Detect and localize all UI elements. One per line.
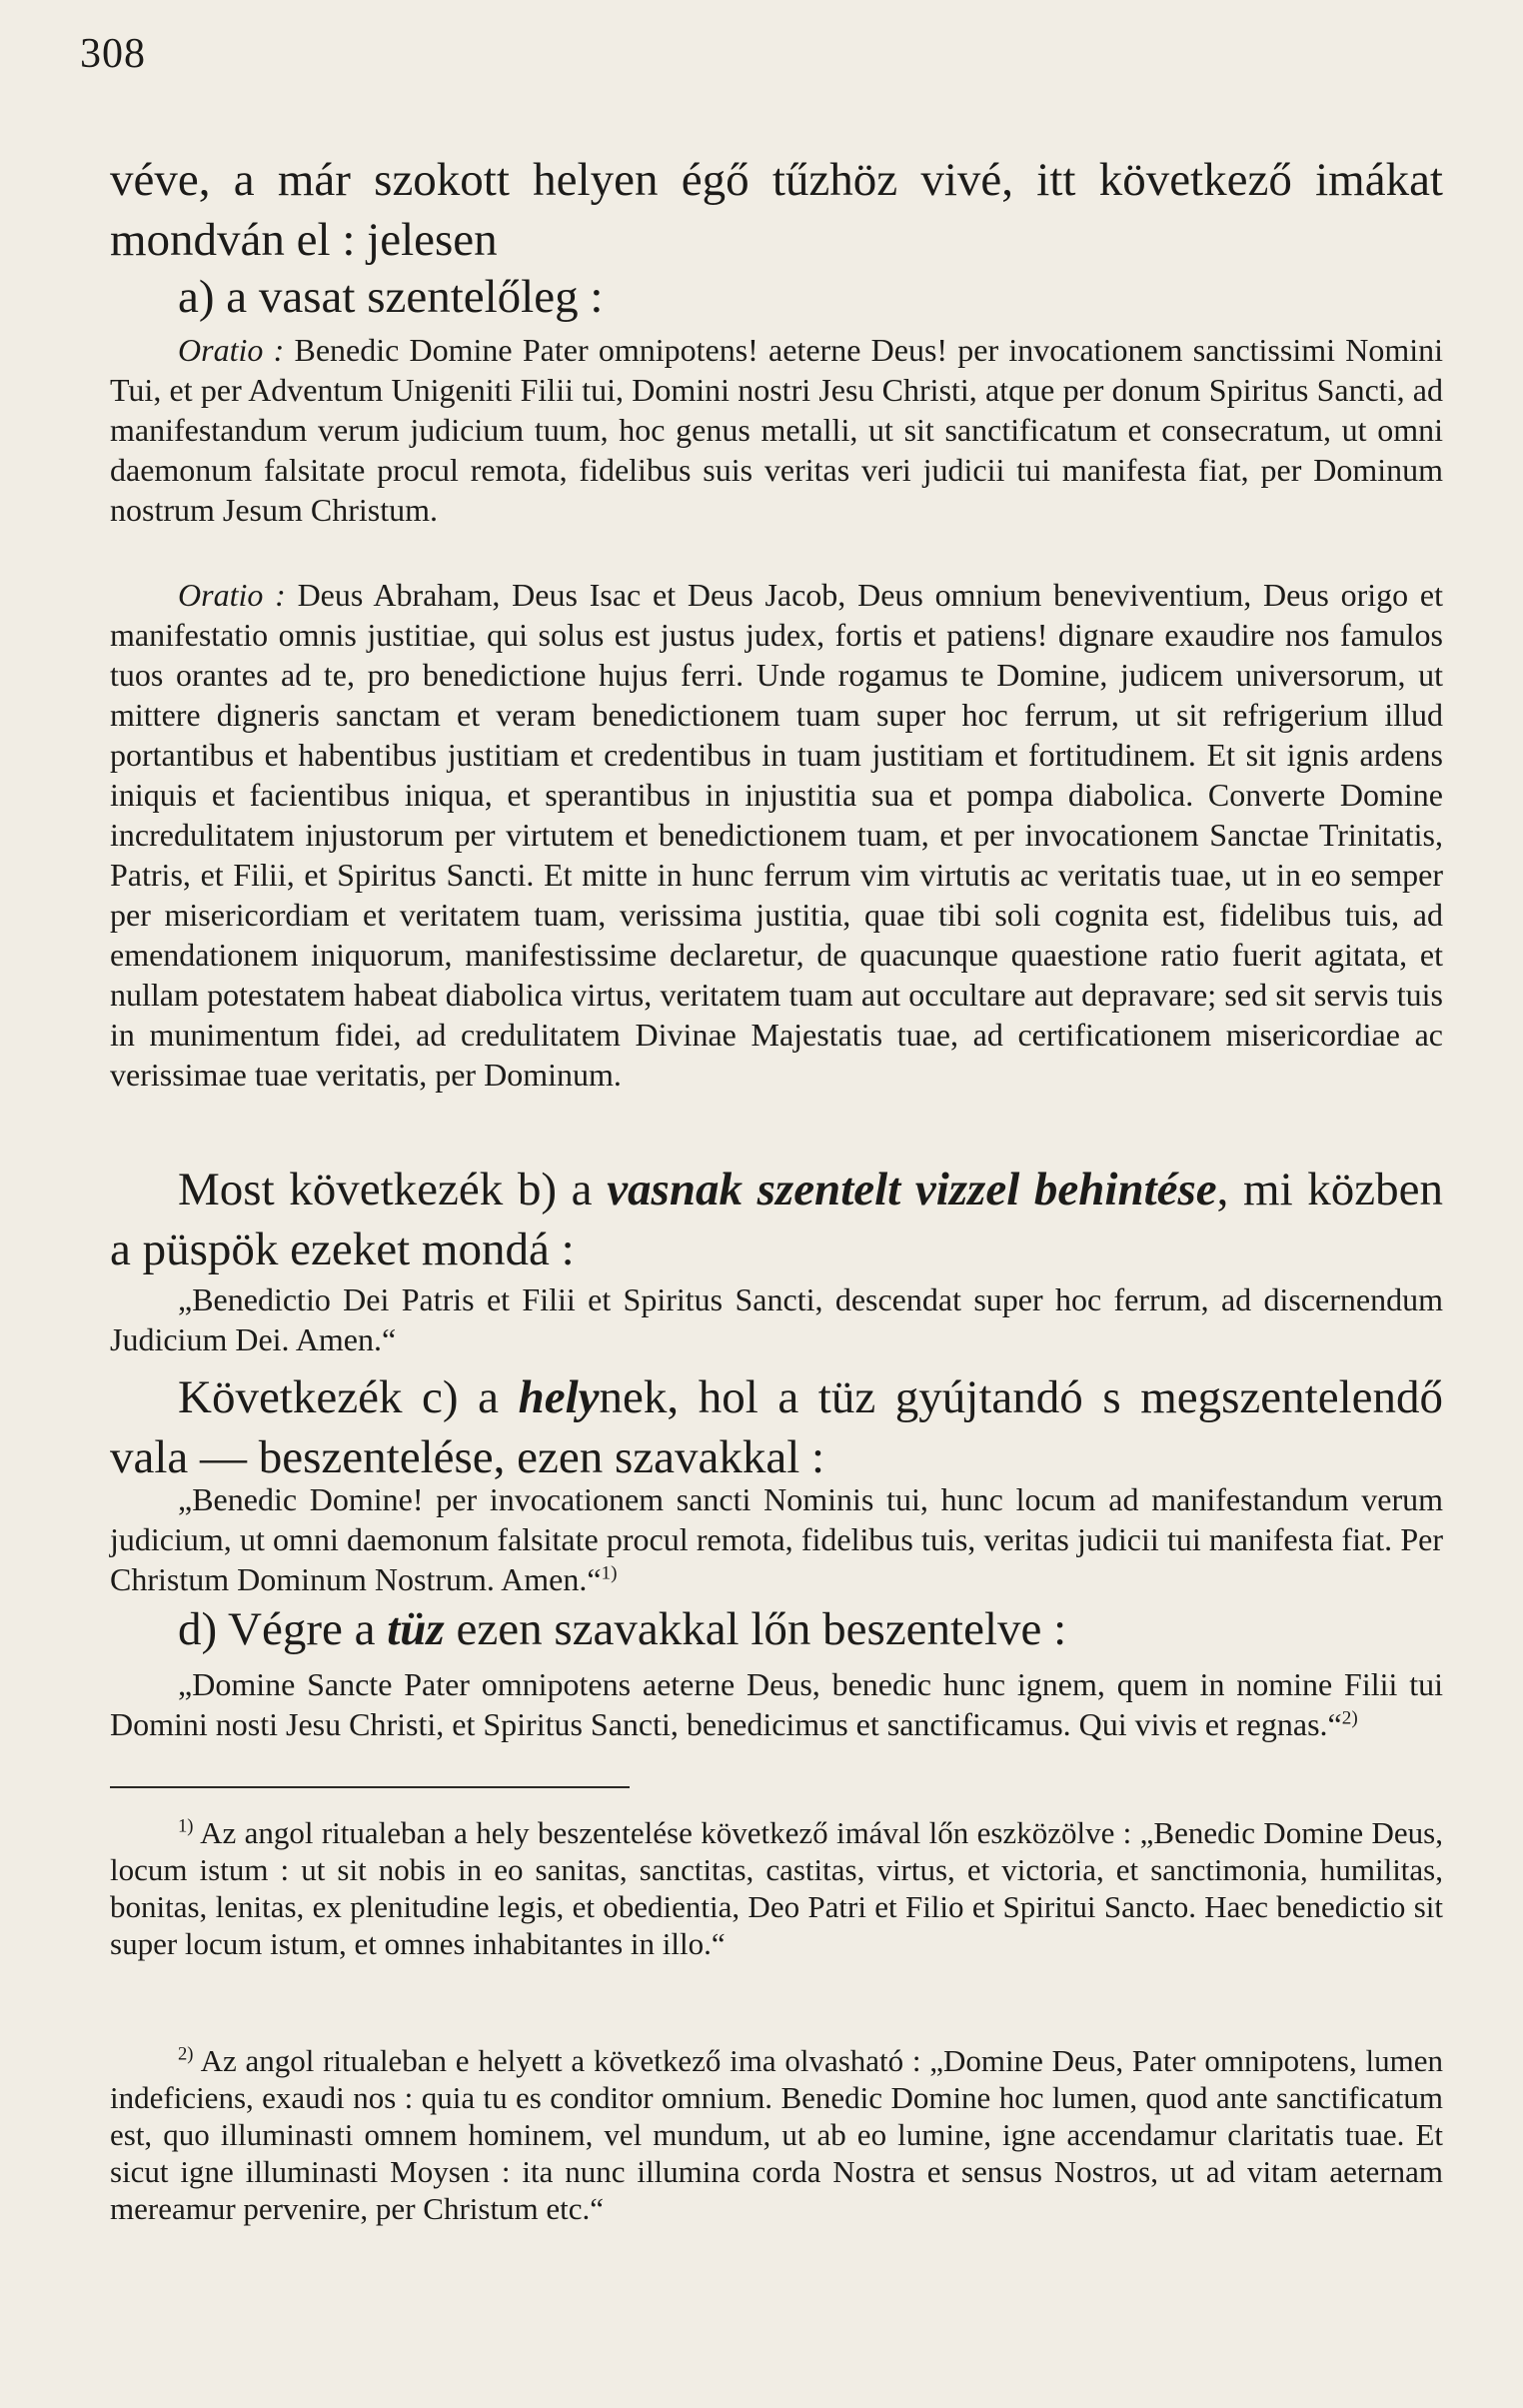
section-b-before: Most következék b) a <box>178 1164 593 1215</box>
blessing-d <box>110 1664 1443 1744</box>
blessing-b <box>110 1279 1443 1359</box>
footnote-2 <box>110 2042 1443 2227</box>
oratio-2-lead: Oratio : <box>178 577 286 613</box>
footnote-2-mark: 2) <box>178 2043 194 2065</box>
section-b <box>110 1160 1443 1279</box>
footnote-ref-1: 1) <box>601 1562 618 1584</box>
blessing-d-text: „Domine Sancte Pater omnipotens aeterne Deus, benedic hunc ignem, quem in nomine Filii tui Domini nosti Jesu Christi, et Spiritus Sancti, benedicimus et sanctificamus. Qui vivis et regnas.“ <box>110 1666 1443 1742</box>
oratio-1-text: Benedic Domine Pater omnipotens! aeterne Deus! per invocationem sanctissimi Nomini Tui, et per Adventum Unigeniti Filii tui, Domini nostri Jesu Christi, atque per donum Spiritus Sancti, ad manifestandum verum judicium tuum, hoc genus metalli, ut sit sanctificatum et consecratum, ut omni daemonum falsitate procul remota, fidelibus suis veritas veri judicii tui manifesta fiat, per Dominum nostrum Jesum Christum. <box>110 332 1444 528</box>
section-d-before: d) Végre a <box>178 1603 376 1655</box>
section-a <box>110 267 1443 327</box>
section-d-after: ezen szavakkal lőn beszentelve : <box>456 1603 1067 1655</box>
oratio-2-paragraph <box>110 575 1443 1095</box>
footnote-1-mark: 1) <box>178 1815 194 1837</box>
section-c-before: Következék c) a <box>178 1371 499 1423</box>
section-c-after: nek, hol a tüz gyújtandó s megszentelendő vala — beszentelése, ezen szavakkal : <box>110 1371 1443 1483</box>
section-b-heading <box>110 1160 1443 1279</box>
blessing-c-paragraph <box>110 1479 1443 1599</box>
section-b-emphasis: vasnak szentelt vizzel behintése <box>607 1164 1217 1215</box>
intro-paragraph <box>110 150 1443 270</box>
section-c-heading <box>110 1367 1443 1487</box>
footnote-2-text: Az angol ritualeban e helyett a következő ima olvasható : „Domine Deus, Pater omnipotens, lumen indeficiens, exaudi nos : quia tu es conditor omnium. Benedic Domine hoc lumen, quod ante sanctificatum est, quo illuminasti omnem hominem, vel mundum, ut ab eo lumine, igne accendamur claritatis tuae. Et sicut igne illuminasti Moysen : ita nunc illumina corda Nostra et sensus Nostros, ut ad vitam aeternam mereamur pervenire, per Christum etc.“ <box>110 2043 1443 2226</box>
oratio-2-text: Deus Abraham, Deus Isac et Deus Jacob, Deus omnium beneviventium, Deus origo et manifestatio omnis justitiae, qui solus est justus judex, fortis et patiens! dignare exaudire nos famulos tuos orantes ad te, pro benedictione hujus ferri. Unde rogamus te Domine, judicem universorum, ut mittere digneris sanctam et veram benedictionem tuam super hoc ferrum, ut sit refrigerium illud portantibus et habentibus justitiam et credentibus in tuam justitiam et fortitudinem. Et sit ignis ardens iniquis et facientibus iniqua, et sperantibus in injustitia sua et pompa diabolica. Converte Domine incredulitatem injustorum per virtutem et benedictionem tuam, et per invocationem Sanctae Trinitatis, Patris, et Filii, et Spiritus Sancti. Et mitte in hunc ferrum vim virtutis ac veritatis tuae, ut in eo semper per misericordiam et veritatem tuam, verissima justitia, quae tibi soli cognita est, fidelibus tuis, ad emendationem iniquorum, manifestissime declaretur, de quacunque quaestione ratio fuerit agitata, et nullam potestatem habeat diabolica virtus, veritatem tuam aut occultare aut depravare; sed sit servis tuis in munimentum fidei, ad credulitatem Divinae Majestatis tuae, ad certificationem misericordiae ac verissimae tuae veritatis, per Dominum. <box>110 577 1444 1093</box>
footnote-2-paragraph <box>110 2042 1443 2227</box>
footnote-divider <box>110 1786 630 1788</box>
blessing-d-paragraph <box>110 1664 1443 1744</box>
oratio-2 <box>110 575 1443 1095</box>
section-c <box>110 1367 1443 1487</box>
oratio-1 <box>110 330 1443 530</box>
footnote-1-text: Az angol ritualeban a hely beszentelése következő imával lőn eszközölve : „Benedic Domine Deus, locum istum : ut sit nobis in eo sanitas, sanctitas, castitas, virtus, et victoria, et sanctimonia, humilitas, bonitas, lenitas, ex plenitudine legis, et obedientia, Deo Patri et Filio et Spiritui Sancto. Haec benedictio sit super locum istum, et omnes inhabitantes in illo.“ <box>110 1815 1443 1961</box>
section-b-after: , mi közben a püspök ezeket mondá : <box>110 1164 1444 1275</box>
section-d-heading <box>110 1599 1443 1659</box>
footnote-1-paragraph <box>110 1814 1443 1962</box>
blessing-b-text: „Benedictio Dei Patris et Filii et Spiritus Sancti, descendat super hoc ferrum, ad discernendum Judicium Dei. Amen.“ <box>110 1281 1443 1357</box>
oratio-1-lead: Oratio : <box>178 332 285 368</box>
intro-text: véve, a már szokott helyen égő tűzhöz vivé, itt következő imákat mondván el : jelesen <box>110 154 1443 266</box>
oratio-1-paragraph <box>110 330 1443 530</box>
footnote-1 <box>110 1814 1443 1962</box>
section-c-emphasis: hely <box>518 1371 600 1423</box>
section-d-emphasis: tüz <box>387 1603 445 1655</box>
section-a-heading: a) a vasat szentelőleg : <box>178 271 604 323</box>
page-number: 308 <box>80 31 146 77</box>
blessing-c <box>110 1479 1443 1599</box>
section-d <box>110 1599 1443 1659</box>
footnote-ref-2: 2) <box>1341 1707 1358 1729</box>
blessing-c-text: „Benedic Domine! per invocationem sancti Nominis tui, hunc locum ad manifestandum verum judicium, ut omni daemonum falsitate procul remota, fidelibus tuis, veritas judicii tui manifesta fiat. Per Christum Dominum Nostrum. Amen.“ <box>110 1481 1443 1597</box>
